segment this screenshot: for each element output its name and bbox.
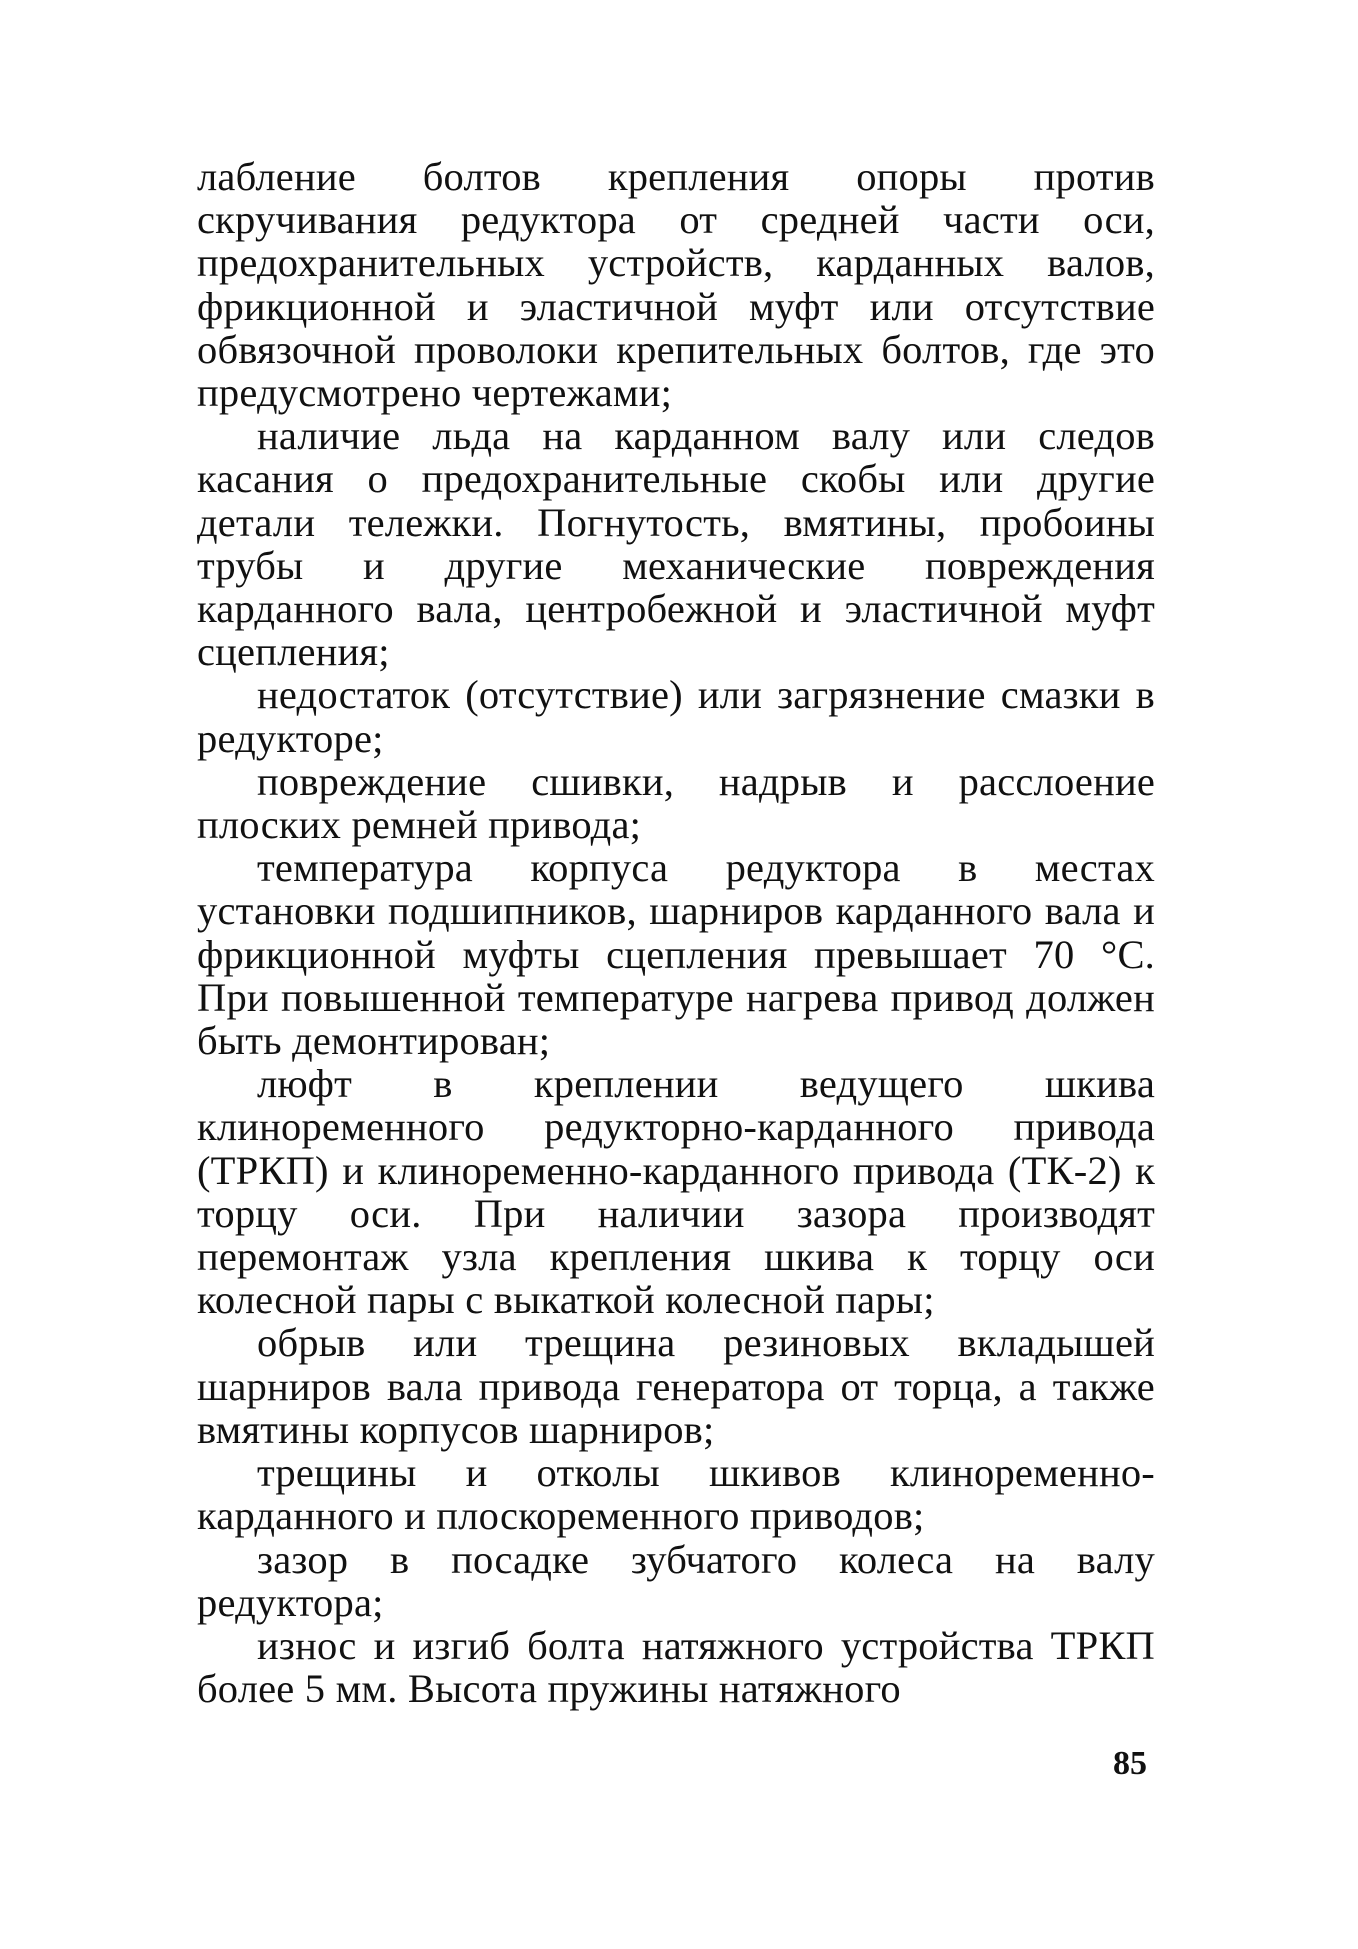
paragraph: лабление болтов крепления опоры против скручивания редуктора от средней части оси, предохранительных устройств, карданных валов, фрикционной и эластичной муфт или отсутствие обвязочной проволоки крепительных болтов, где это предусмотрено чертежами; bbox=[197, 154, 1155, 416]
paragraph: трещины и отколы шкивов клиноременно-карданного и плоскоременного приводов; bbox=[197, 1450, 1155, 1539]
document-body bbox=[197, 155, 1155, 1710]
paragraph: наличие льда на карданном валу или следов касания о предохранительные скобы или другие детали тележки. Погнутость, вмятины, пробоины трубы и другие механические повреждения карданного вала, центробежной и эластичной муфт сцепления; bbox=[197, 413, 1155, 675]
page-number: 85 bbox=[1113, 1745, 1147, 1782]
paragraph: температура корпуса редуктора в местах установки подшипников, шарниров карданного вала и фрикционной муфты сцепления превышает 70 °С. При повышенной температуре нагрева привод должен быть демонтирован; bbox=[197, 845, 1155, 1064]
paragraph: износ и изгиб болта натяжного устройства ТРКП более 5 мм. Высота пружины натяжного bbox=[197, 1622, 1155, 1712]
paragraph: повреждение сшивки, надрыв и расслоение плоских ремней привода; bbox=[197, 758, 1155, 848]
paragraph: обрыв или трещина резиновых вкладышей шарниров вала привода генератора от торца, а также вмятины корпусов шарниров; bbox=[197, 1320, 1155, 1452]
paragraph: недостаток (отсутствие) или загрязнение смазки в редукторе; bbox=[197, 672, 1155, 761]
paragraph: люфт в креплении ведущего шкива клиноременного редукторно-карданного привода (ТРКП) и клиноременно-карданного привода (ТК-2) к торцу оси. При наличии зазора производят перемонтаж узла крепления шкива к торцу оси колесной пары с выкаткой колесной пары; bbox=[197, 1061, 1155, 1323]
paragraph: зазор в посадке зубчатого колеса на валу редуктора; bbox=[197, 1536, 1155, 1625]
